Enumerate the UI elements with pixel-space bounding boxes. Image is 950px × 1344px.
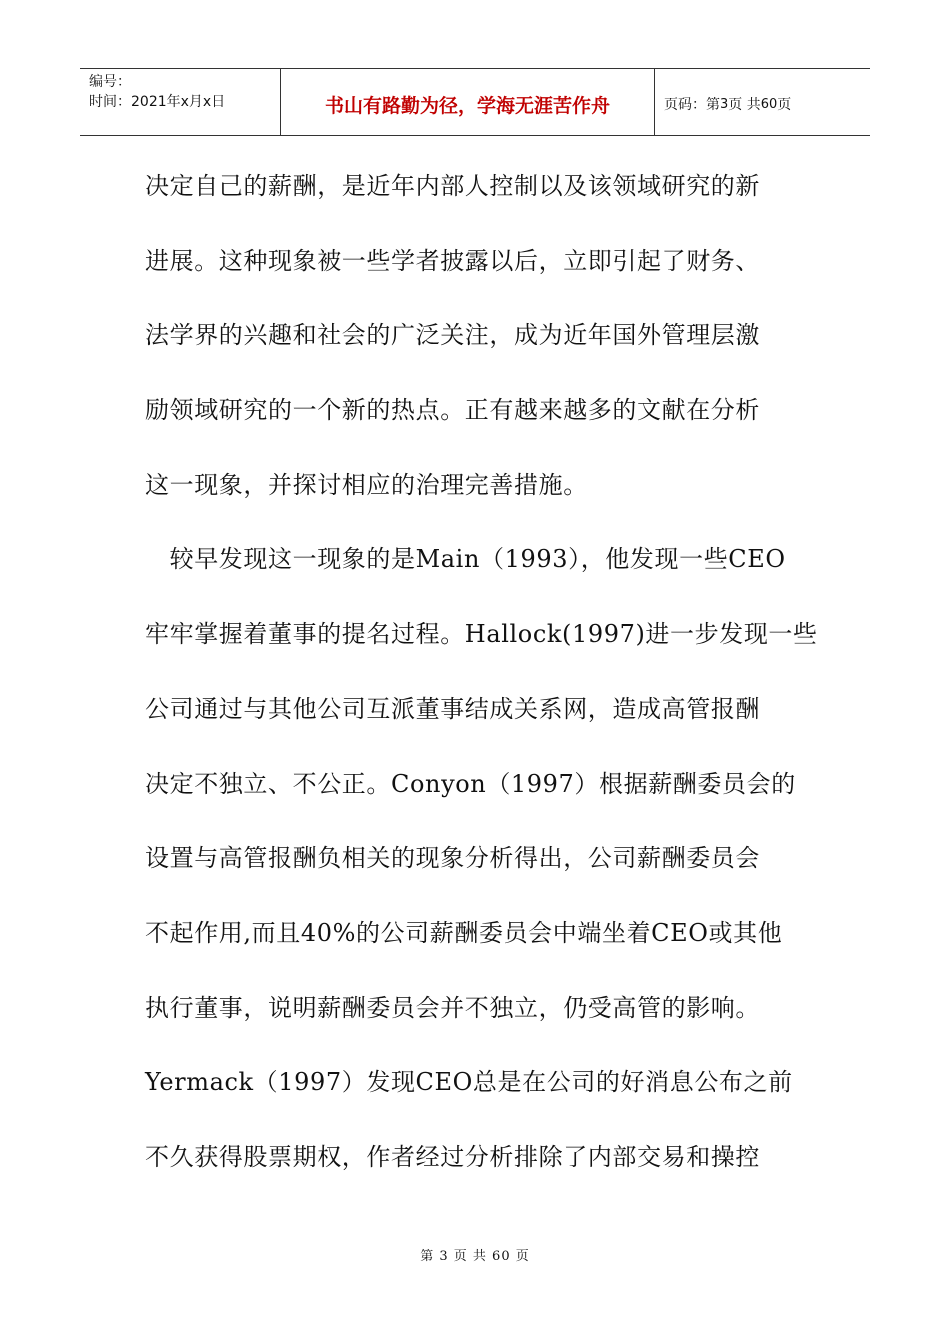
text-line: 这一现象，并探讨相应的治理完善措施。	[145, 470, 588, 499]
text-line: Yermack（1997）发现CEO总是在公司的好消息公布之前	[145, 1068, 793, 1097]
doc-number-label: 编号：	[89, 74, 131, 90]
text-line: 公司通过与其他公司互派董事结成关系网，造成高管报酬	[145, 694, 760, 723]
page-suffix: 页	[777, 97, 792, 113]
page-footer: 第 3 页 共 60 页	[420, 1249, 530, 1264]
header-motto: 书山有路勤为径，学海无涯苦作舟	[281, 69, 655, 135]
text-line: 励领域研究的一个新的热点。正有越来越多的文献在分析	[145, 396, 760, 425]
header-meta	[80, 69, 281, 135]
text-line: 牢牢掌握着董事的提名过程。Hallock(1997)进一步发现一些	[145, 620, 818, 649]
page-mid: 页 共	[728, 97, 761, 113]
page-header	[80, 68, 870, 136]
text-line: 执行董事，说明薪酬委员会并不独立，仍受高管的影响。	[145, 993, 760, 1022]
page-prefix: 页码：第	[664, 97, 720, 113]
text-line: 设置与高管报酬负相关的现象分析得出，公司薪酬委员会	[145, 844, 760, 873]
body-text	[145, 149, 818, 1195]
page-current: 3	[720, 96, 729, 112]
text-line: 法学界的兴趣和社会的广泛关注，成为近年国外管理层激	[145, 321, 760, 350]
text-line: 较早发现这一现象的是Main（1993），他发现一些CEO	[145, 545, 786, 574]
doc-time-label: 时间：2021年x月x日	[89, 94, 226, 110]
header-page-info	[655, 69, 870, 135]
text-line: 决定自己的薪酬，是近年内部人控制以及该领域研究的新	[145, 172, 760, 200]
page-total: 60	[760, 96, 778, 112]
text-line: 进展。这种现象被一些学者披露以后，立即引起了财务、	[145, 246, 760, 275]
text-line: 不久获得股票期权，作者经过分析排除了内部交易和操控	[145, 1142, 760, 1171]
text-line: 不起作用,而且40%的公司薪酬委员会中端坐着CEO或其他	[145, 918, 783, 947]
text-line: 决定不独立、不公正。Conyon（1997）根据薪酬委员会的	[145, 769, 796, 798]
